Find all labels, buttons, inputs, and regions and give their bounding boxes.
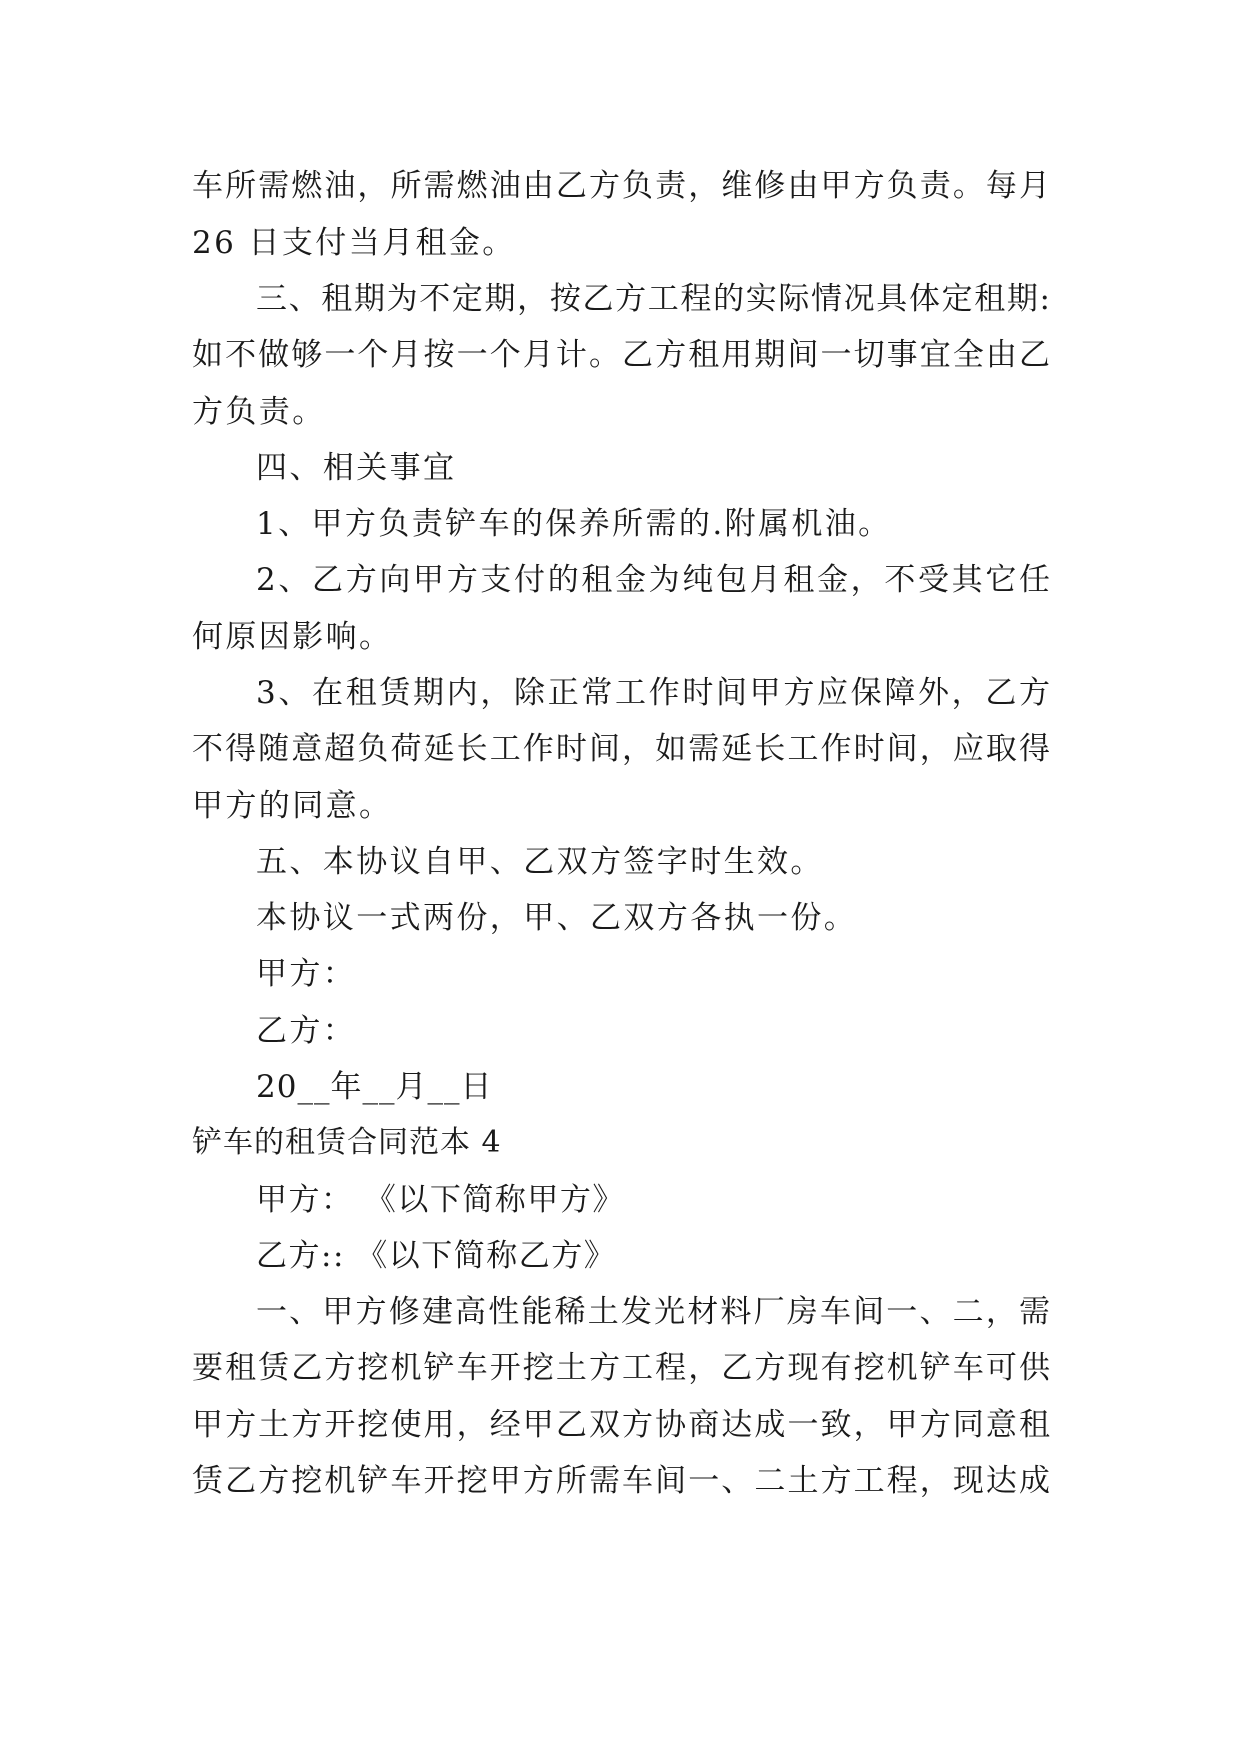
signing-date: 20__年__月__日: [256, 1069, 493, 1105]
clause-1-line: 一、甲方修建高性能稀土发光材料厂房车间一、二，需: [256, 1294, 1050, 1330]
section-title: 铲车的租赁合同范本 4: [192, 1125, 502, 1160]
clause-5: 五、本协议自甲、乙双方签字时生效。: [256, 844, 824, 880]
body-line: 26 日支付当月租金。: [192, 225, 516, 261]
body-line: 车所需燃油，所需燃油由乙方负责，维修由甲方负责。每月: [192, 168, 1050, 204]
body-line: 要租赁乙方挖机铲车开挖土方工程，乙方现有挖机铲车可供: [192, 1350, 1050, 1386]
body-line: 如不做够一个月按一个月计。乙方租用期间一切事宜全由乙: [192, 337, 1050, 373]
body-line: 赁乙方挖机铲车开挖甲方所需车间一、二土方工程，现达成: [192, 1463, 1050, 1499]
copies-note: 本协议一式两份，甲、乙双方各执一份。: [256, 900, 858, 936]
party-b-line: 乙方:: 《以下简称乙方》: [256, 1238, 617, 1274]
party-a-line: 甲方： 《以下简称甲方》: [256, 1182, 625, 1218]
body-line: 方负责。: [192, 394, 326, 430]
party-b-signature: 乙方：: [256, 1013, 357, 1049]
body-line: 甲方土方开挖使用，经甲乙双方协商达成一致，甲方同意租: [192, 1407, 1050, 1443]
clause-4-item-3: 3、在租赁期内，除正常工作时间甲方应保障外，乙方: [256, 675, 1050, 711]
clause-3-line: 三、租期为不定期，按乙方工程的实际情况具体定租期:: [256, 281, 1050, 317]
clause-4-item-2: 2、乙方向甲方支付的租金为纯包月租金，不受其它任: [256, 562, 1050, 598]
body-line: 何原因影响。: [192, 619, 393, 655]
body-line: 甲方的同意。: [192, 788, 393, 824]
clause-4-item-1: 1、甲方负责铲车的保养所需的.附属机油。: [256, 506, 892, 542]
party-a-signature: 甲方：: [256, 956, 357, 992]
body-line: 不得随意超负荷延长工作时间，如需延长工作时间，应取得: [192, 731, 1050, 767]
clause-4-heading: 四、相关事宜: [256, 450, 457, 486]
